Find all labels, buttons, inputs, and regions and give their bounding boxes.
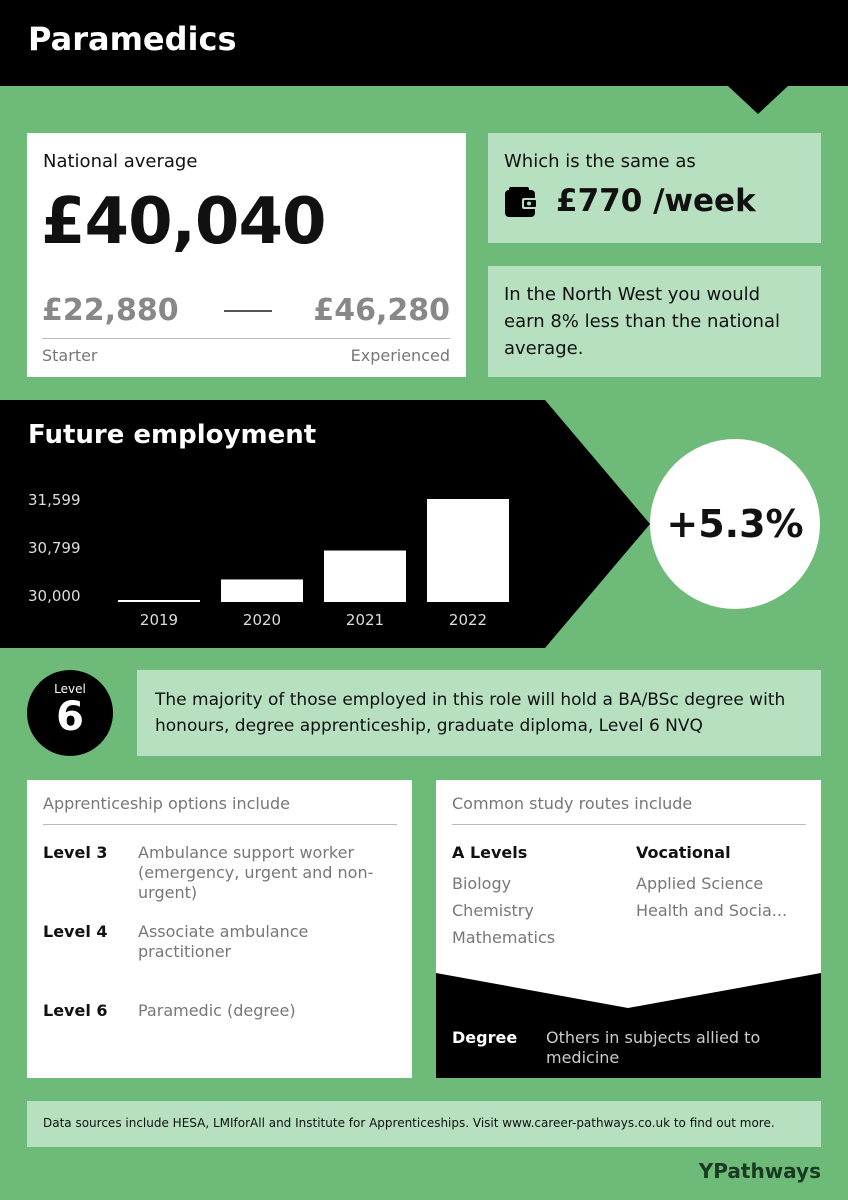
y-tick-label: 30,000 bbox=[28, 587, 81, 605]
degree-text: Others in subjects allied to medicine bbox=[546, 1028, 761, 1067]
header-notch bbox=[728, 86, 788, 114]
x-tick-label: 2019 bbox=[139, 611, 179, 629]
experienced-salary-value: £46,280 bbox=[313, 293, 450, 328]
growth-circle bbox=[650, 439, 820, 609]
apprenticeship-divider bbox=[43, 824, 397, 825]
apprenticeship-description: Associate ambulance practitioner bbox=[138, 922, 309, 961]
header-bar bbox=[0, 0, 848, 86]
level-badge-number: 6 bbox=[56, 694, 84, 740]
data-sources-bar bbox=[27, 1101, 821, 1147]
x-tick-label: 2021 bbox=[345, 611, 385, 629]
range-divider bbox=[42, 338, 450, 339]
starter-salary-value: £22,880 bbox=[42, 293, 179, 328]
national-average-value: £40,040 bbox=[41, 185, 326, 259]
starter-label: Starter bbox=[42, 346, 98, 365]
apprenticeship-description: Ambulance support worker (emergency, urgent and non-urgent) bbox=[138, 843, 374, 902]
range-dash bbox=[224, 310, 272, 312]
regional-comparison-text: In the North West you would earn 8% less than the national average. bbox=[504, 284, 780, 359]
level-badge bbox=[27, 670, 113, 756]
vocational-subject: Applied Science bbox=[636, 874, 764, 893]
a-levels-heading: A Levels bbox=[452, 843, 528, 862]
a-level-subject: Chemistry bbox=[452, 901, 534, 920]
y-tick-label: 31,599 bbox=[28, 491, 81, 509]
page-title: Paramedics bbox=[28, 20, 237, 58]
degree-label: Degree bbox=[452, 1028, 518, 1047]
apprenticeship-heading: Apprenticeship options include bbox=[43, 794, 290, 813]
weekly-pay-label: Which is the same as bbox=[504, 151, 696, 172]
growth-percentage: +5.3% bbox=[666, 502, 804, 546]
y-tick-label: 30,799 bbox=[28, 539, 81, 557]
apprenticeship-description: Paramedic (degree) bbox=[138, 1001, 296, 1020]
vocational-heading: Vocational bbox=[636, 843, 731, 862]
weekly-pay-value: £770 /week bbox=[556, 183, 756, 219]
future-employment-title: Future employment bbox=[28, 420, 317, 450]
chart-bar-2020 bbox=[221, 579, 303, 602]
chart-bar-2022 bbox=[427, 499, 509, 602]
experienced-label: Experienced bbox=[350, 346, 450, 365]
a-level-subject: Biology bbox=[452, 874, 512, 893]
vocational-subject: Health and Socia... bbox=[636, 901, 788, 920]
apprenticeship-level: Level 3 bbox=[43, 843, 108, 862]
study-routes-divider bbox=[452, 824, 806, 825]
x-tick-label: 2020 bbox=[242, 611, 282, 629]
apprenticeship-level: Level 4 bbox=[43, 922, 108, 941]
pathways-y-mark-icon: Y bbox=[698, 1159, 714, 1183]
apprenticeship-card bbox=[27, 780, 412, 1078]
a-level-subject: Mathematics bbox=[452, 928, 556, 947]
regional-comparison-card bbox=[488, 266, 821, 377]
study-routes-heading: Common study routes include bbox=[452, 794, 693, 813]
salary-card bbox=[27, 133, 466, 377]
national-average-label: National average bbox=[43, 151, 198, 172]
x-tick-label: 2022 bbox=[448, 611, 488, 629]
qualification-card bbox=[137, 670, 821, 756]
pathways-logo bbox=[699, 1159, 821, 1183]
study-routes-card bbox=[436, 780, 821, 1078]
level-badge-label: Level bbox=[54, 682, 86, 696]
wallet-icon bbox=[504, 187, 538, 219]
weekly-pay-card bbox=[488, 133, 821, 243]
chart-bar-2019 bbox=[118, 600, 200, 602]
chart-bar-2021 bbox=[324, 551, 406, 602]
apprenticeship-level: Level 6 bbox=[43, 1001, 108, 1020]
brand-name: Pathways bbox=[713, 1159, 821, 1183]
qualification-text: The majority of those employed in this role will hold a BA/BSc degree with honours, degree apprenticeship, graduate diploma, Level 6 NVQ bbox=[155, 690, 786, 736]
data-sources-text: Data sources include HESA, LMIforAll and Institute for Apprenticeships. Visit www.career-pathways.co.uk to find out more. bbox=[43, 1116, 775, 1130]
